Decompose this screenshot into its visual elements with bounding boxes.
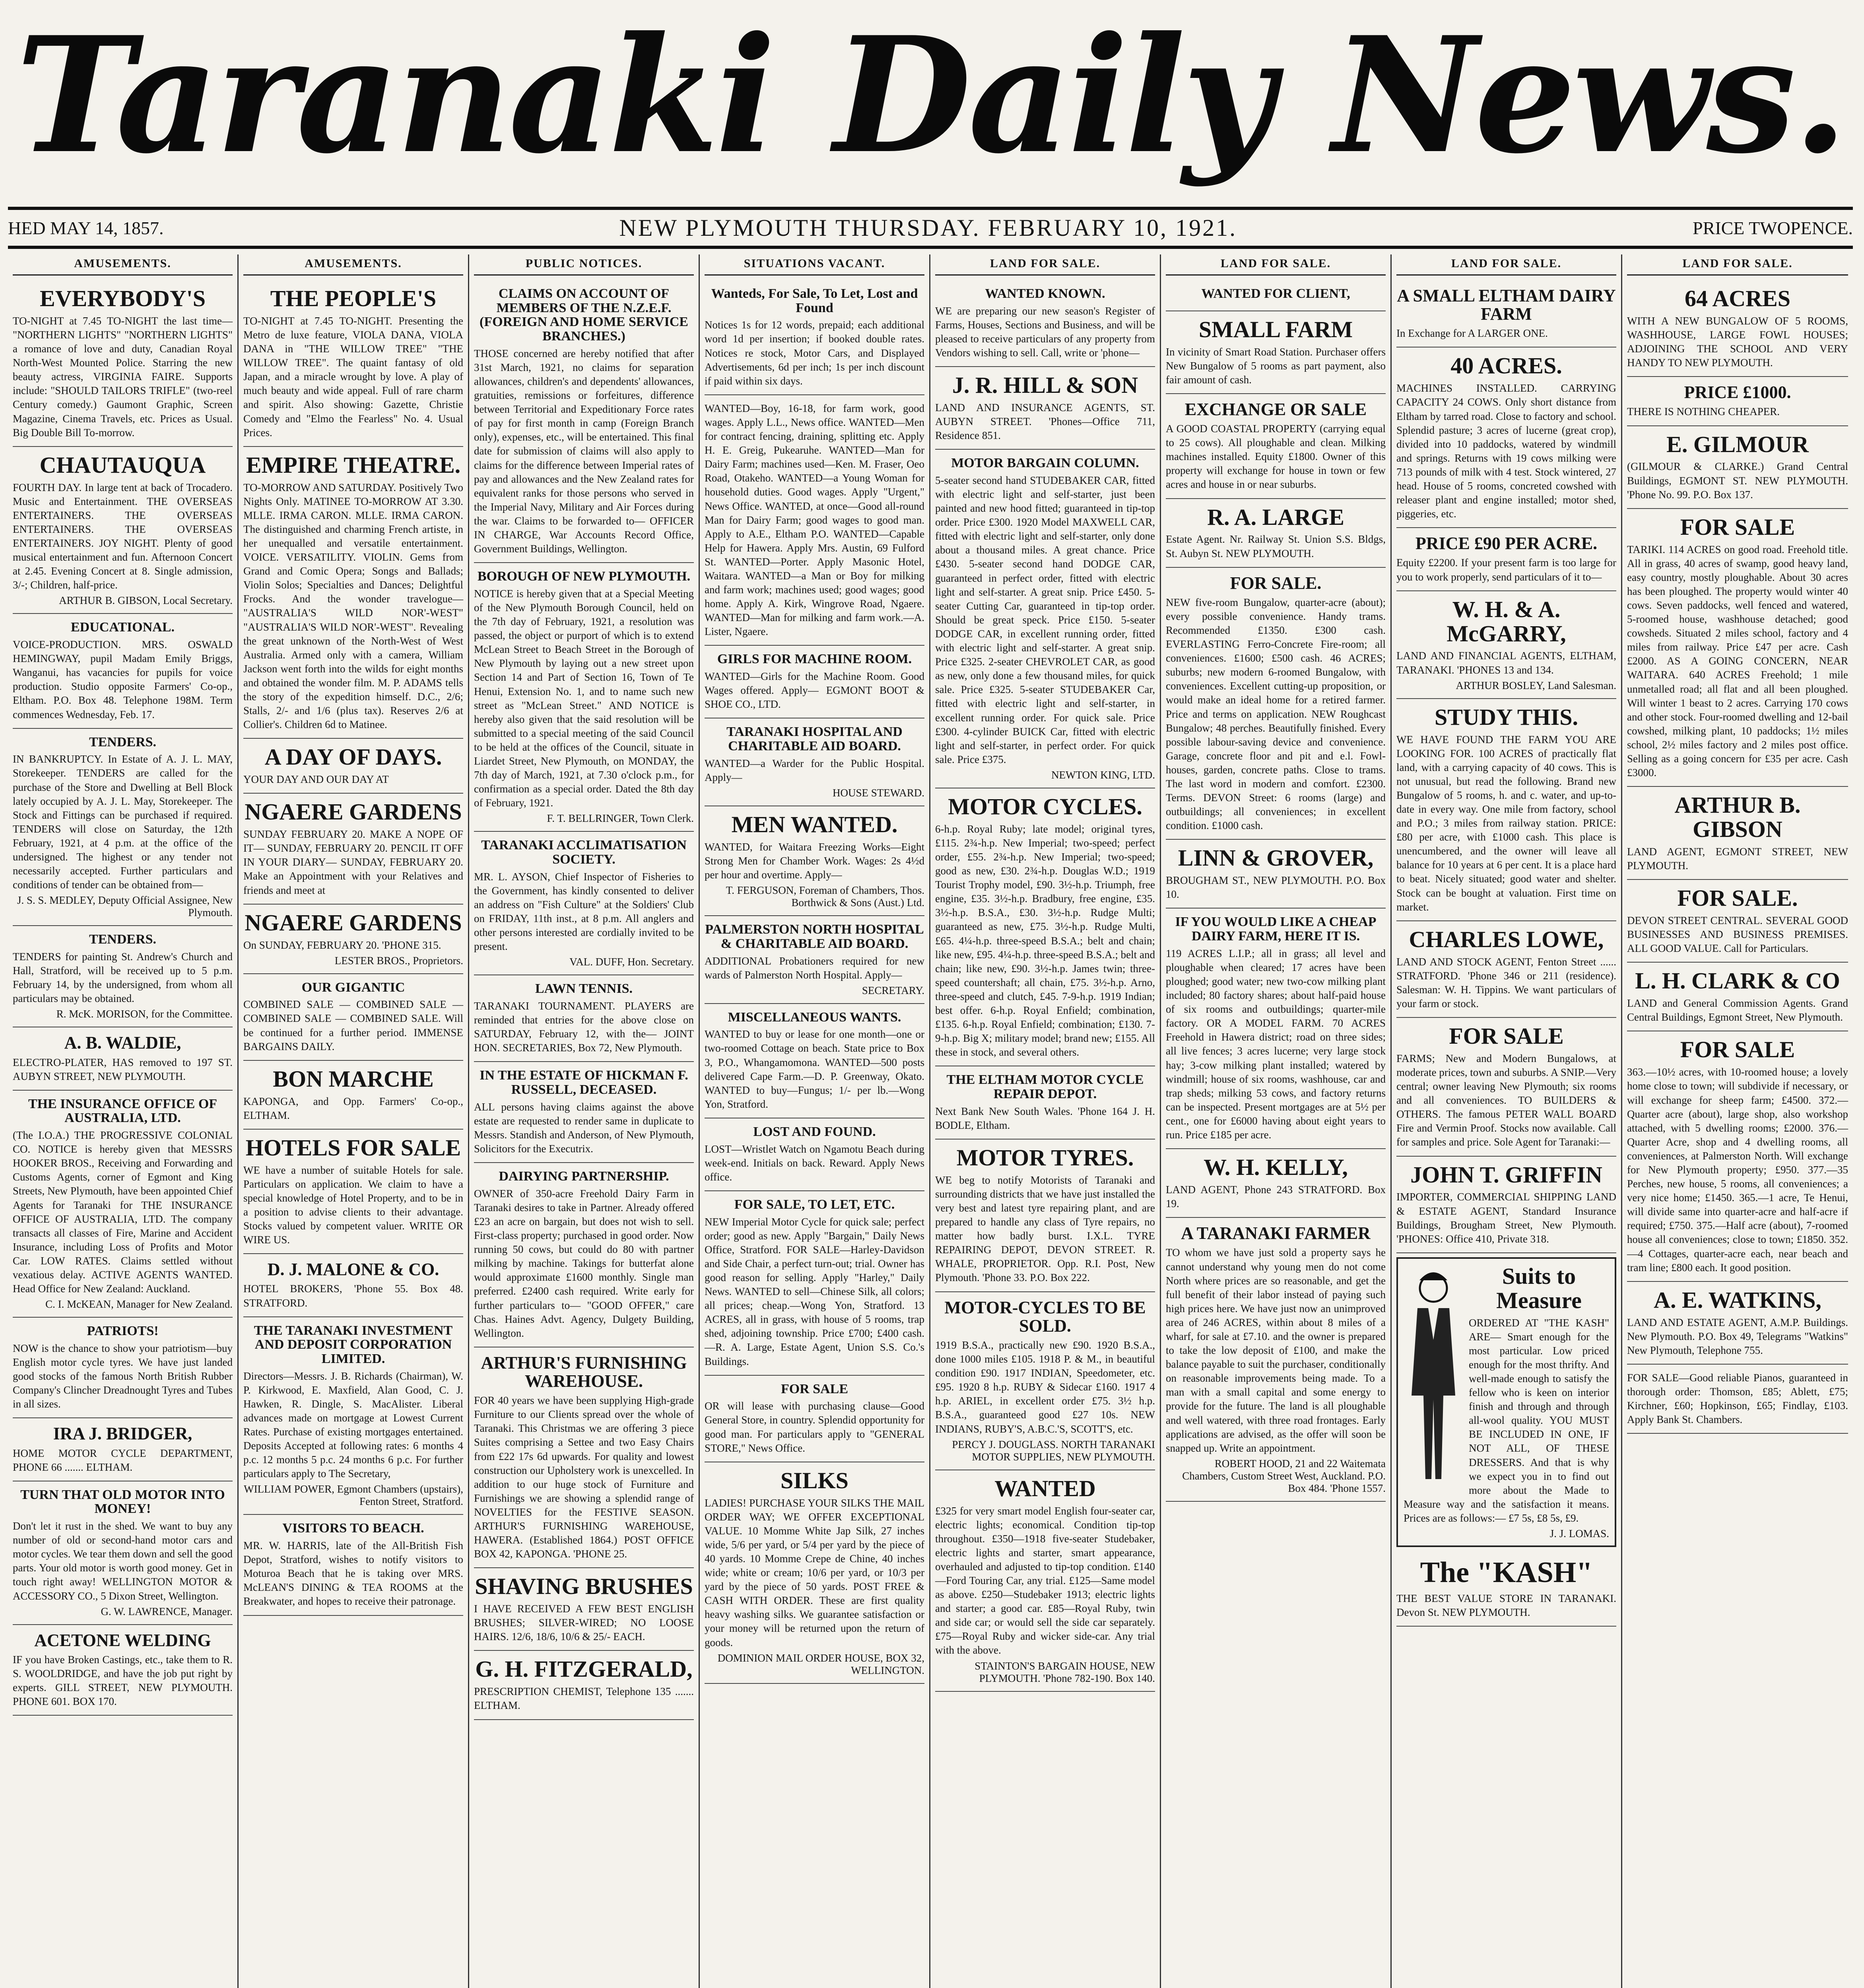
advertisement [243, 974, 463, 1061]
ad-title: EDUCATIONAL. [70, 620, 175, 635]
ad-title: A DAY OF DAYS. [264, 744, 442, 770]
ad-body: TO-NIGHT at 7.45 TO-NIGHT. Presenting the Metro de luxe feature, VIOLA DANA, VIOLA DANA in "THE WILLOW TREE" "THE WILLOW TREE". The quaint fantasy of old Japan, and a miracle wrought by love. A play of much beauty and wide appeal. Full of rare charm and spirit. Also showing: Gazette, Christie Comedy and "Elmo the Fearless" No. 4. Usual Prices. [243, 315, 463, 439]
ad-title: VISITORS TO BEACH. [282, 1521, 424, 1536]
advertisement [935, 1292, 1155, 1470]
advertisement [1627, 963, 1848, 1031]
ad-body: Next Bank New South Wales. 'Phone 164 J. H. BODLE, Eltham. [935, 1105, 1155, 1131]
masthead-word-daily: Daily [833, 2, 1272, 189]
ad-title: WANTED [994, 1475, 1096, 1501]
ad-title: MOTOR-CYCLES TO BE SOLD. [944, 1297, 1146, 1336]
advertisement [474, 280, 694, 563]
ad-signature: J. J. LOMAS. [1549, 1528, 1609, 1540]
ad-title: G. H. FITZGERALD, [475, 1656, 693, 1682]
ad-signature: G. W. LAWRENCE, Manager. [101, 1605, 233, 1617]
ad-body: TARIKI. 114 ACRES on good road. Freehold title. All in grass, 40 acres of swamp, good heavy land, easy country, mostly ploughable. About 30 acres has been ploughed. The property would winter 40 cows. Seven paddocks, well fenced and watered, 5-roomed house, washhouse detached; good cowsheds. Situated 2 miles school, factory and 4 miles from railway. Price £47 per acre. Cash £2000. AS A GOING CONCERN, NEAR WAITARA. 640 ACRES Freehold; 1 mile unmetalled road; all flat and all been ploughed. Will winter 1 beast to 2 acres. Carrying 170 cows and other stock. Four-roomed dwelling and 12-bail cowshed, milking plant, 10 paddocks; 1½ miles school, 2½ miles factory and 2 miles post office. Selling as a going concern for £35 per acre. Cash £3000. [1627, 543, 1848, 779]
advertisement [1627, 377, 1848, 426]
ad-signature: C. I. McKEAN, Manager for New Zealand. [45, 1298, 233, 1310]
ad-body: PRESCRIPTION CHEMIST, Telephone 135 ....... ELTHAM. [474, 1685, 694, 1712]
ad-title: MISCELLANEOUS WANTS. [728, 1010, 901, 1025]
column-2 [239, 254, 469, 1988]
ad-body: YOUR DAY AND OUR DAY AT [243, 773, 389, 786]
ad-title: IRA J. BRIDGER, [53, 1424, 192, 1444]
advertisement [935, 450, 1155, 788]
ad-body: A GOOD COASTAL PROPERTY (carrying equal to 25 cows). All ploughable and clean. Milking machines installed. Equity £1800. Owner of this property will exchange for house in town or few acres and house in or near suburbs. [1166, 423, 1386, 491]
ad-body: 6-h.p. Royal Ruby; late model; original tyres, £115. 2¾-h.p. New Imperial; two-speed; perfect order, £55. 2¾-h.p. New Imperial; two-speed; good as new, £30. 2¾-h.p. Douglas W.D.; 1919 Tourist Trophy model, £90. 3½-h.p. Triumph, free engine, £35. 3½-h.p. Bradbury, free engine, £35. 3½-h.p. B.S.A., £30. 3½-h.p. Rudge Multi; guaranteed as new, £75. 3½-h.p. Rudge Multi, £65. 4¼-h.p. three-speed B.S.A.; belt and chain; like new, £95. 4¼-h.p. three-speed B.S.A.; belt and chain; like new, £90. 3½-h.p. James twin; three-speed countershaft; all chain, £75. 3½-h.p. Arno, three-speed and clutch, £45. 7-9-h.p. 1919 Indian; best offer. 6-h.p. Royal Enfield; combination, £135. 6-h.p. Royal Enfield; combination; £130. 7-9-h.p. Big X; military model; brand new; £155. All these in stock, and several others. [935, 823, 1155, 1058]
ad-title: E. GILMOUR [1666, 431, 1809, 457]
column-heading: LAND FOR SALE. [935, 254, 1155, 276]
ad-body: WITH A NEW BUNGALOW OF 5 ROOMS, WASHHOUSE, LARGE FOWL HOUSES; ADJOINING THE SCHOOL AND VERY HANDY TO NEW PLYMOUTH. [1627, 315, 1848, 369]
column-heading: LAND FOR SALE. [1166, 254, 1386, 276]
ad-title: W. H. KELLY, [1204, 1154, 1348, 1180]
suited-man-illustration-icon [1404, 1264, 1463, 1487]
ad-title: FOR SALE. [1677, 885, 1798, 911]
column-3 [469, 254, 700, 1988]
ad-body: £325 for very smart model English four-seater car, electric lights; economical. Condition tip-top throughout. £350—1918 five-seater Studebaker, electric lights and starter, smart appearance, overhauled and adjusted to tip-top condition. £140—Ford Touring Car, any trial. £125—Same model as above. £250—Studebaker 1913; electric lights and starter; a good car. £85—Royal Ruby, twin and side car; or would sell the side car separately. £75—Royal Ruby and wicker side-car. Any trial with the above. [935, 1505, 1155, 1656]
advertisement [1166, 1218, 1386, 1502]
masthead-word-news: News. [1332, 2, 1845, 189]
advertisement [1396, 1257, 1616, 1547]
advertisement [705, 916, 924, 1004]
advertisement [935, 1066, 1155, 1140]
advertisement [13, 280, 233, 447]
ad-body: 363.—10½ acres, with 10-roomed house; a lovely home close to town; will subdivide if necessary, or will exchange for sheep farm; £4500. 372.—Quarter acre (about), large shop, also workshop attached, with 5 dwelling rooms; £2000. 376.—Quarter Acre, shop and 4 dwelling rooms, all conveniences, at Palmerston North. Will exchange for New Plymouth property; £950. 377.—35 Perches, new house, 5 rooms, all conveniences; a very nice home; £1450. 365.—1 acre, Te Henui, will divide same into quarter-acre and half-acre if required; £750. 375.—Half acre (about), 7-roomed house all conveniences; close to town; £1850. 352.—4 Cottages, quarter-acre each, near beach and tram line; £800 each. It good position. [1627, 1066, 1848, 1274]
ad-body: WE HAVE FOUND THE FARM YOU ARE LOOKING FOR. 100 ACRES of practically flat land, with a carrying capacity of 40 cows. This is not unusual, but read the following. Brand new Bungalow of 5 rooms, h. and c. water, and up-to-date in every way. One mile from factory, school and P.O.; 3 miles from railway station. PRICE: £80 per acre, with £1000 cash. This place is unencumbered, and the owner will leave all balance for 10 years at 6 per cent. It is a place hard to beat. Nicely situated; good water and shelter. Stock can be bought at valuation. First time on market. [1396, 733, 1616, 913]
advertisement [705, 646, 924, 718]
advertisement [474, 1163, 694, 1347]
ad-body: WANTED—Girls for the Machine Room. Good Wages offered. Apply— EGMONT BOOT & SHOE CO., LTD. [705, 670, 924, 711]
advertisement [705, 1118, 924, 1191]
advertisement [474, 975, 694, 1062]
ad-title: BON MARCHE [273, 1066, 434, 1092]
ad-body: WE have a number of suitable Hotels for sale. Particulars on application. We claim to have a special knowledge of Hotel Property, and to be in a position to advise clients to their advantage. Stocks valued by competent valuer. WRITE OR WIRE US. [243, 1164, 463, 1246]
ad-body: FOURTH DAY. In large tent at back of Trocadero. Music and Entertainment. THE OVERSEAS ENTERTAINERS. THE OVERSEAS ENTERTAINERS. THE OVERSEAS ENTERTAINERS. JOY NIGHT. Plenty of good musical entertainment and fun. Afternoon Concert at 2.45. Evening Concert at 8. Single admission, 3/-; Children, half-price. [13, 481, 233, 591]
ad-signature: T. FERGUSON, Foreman of Chambers, Thos. Borthwick & Sons (Aust.) Ltd. [726, 884, 924, 909]
ad-title: LINN & GROVER, [1178, 845, 1374, 871]
ad-body: TARANAKI TOURNAMENT. PLAYERS are reminded that entries for the above close on SATURDAY, February 12, with the— JOINT HON. SECRETARIES, Box 72, New Plymouth. [474, 1000, 694, 1054]
ad-body: On SUNDAY, FEBRUARY 20. 'PHONE 315. [243, 939, 441, 951]
ad-body: Estate Agent. Nr. Railway St. Union S.S. Bldgs, St. Aubyn St. NEW PLYMOUTH. [1166, 533, 1386, 559]
ad-title: TARANAKI HOSPITAL AND CHARITABLE AID BOARD. [726, 724, 903, 754]
ad-title: FOR SALE [1449, 1023, 1564, 1049]
advertisement [705, 395, 924, 646]
advertisement [1627, 280, 1848, 377]
ad-title: TENDERS. [89, 734, 157, 749]
ad-body: ORDERED AT "THE KASH" ARE— Smart enough for the most particular. Low priced enough for the most thrifty. And well-made enough to satisfy the fellow who is keen on interior finish and through and through all-wool quality. YOU MUST BE INCLUDED IN ONE, IF NOT ALL, OF THESE DRESSERS. And that is why we expect you in to find out more about the Made to Measure way and the satisfaction it means. Prices are as follows:— £7 5s, £8 5s, £9. [1404, 1316, 1609, 1524]
advertisement [243, 1515, 463, 1615]
ad-title: STUDY THIS. [1434, 704, 1579, 730]
ad-signature: VAL. DUFF, Hon. Secretary. [569, 956, 694, 968]
ad-body: DEVON STREET CENTRAL. SEVERAL GOOD BUSINESSES AND BUSINESS PREMISES. ALL GOOD VALUE. Call for Particulars. [1627, 914, 1848, 955]
ad-title: L. H. CLARK & CO [1635, 968, 1840, 994]
ad-signature: LESTER BROS., Proprietors. [334, 954, 463, 967]
ad-body: VOICE-PRODUCTION. MRS. OSWALD HEMINGWAY, pupil Madam Emily Briggs, Wanganui, has vacancies for pupils for voice production. Studio opposite Farmers' Co-op., Eltham. P.O. Box 48. Telephone 198M. Term commences Wednesday, Feb. 17. [13, 639, 233, 720]
ad-body: HOTEL BROKERS, 'Phone 55. Box 48. STRATFORD. [243, 1283, 463, 1309]
ad-title: CHAUTAUQUA [39, 452, 206, 478]
ad-body: IF you have Broken Castings, etc., take them to R. S. WOOLDRIDGE, and have the job put right by experts. GILL STREET, NEW PLYMOUTH. PHONE 601. BOX 170. [13, 1653, 233, 1708]
advertisement [474, 563, 694, 832]
ad-body: OR will lease with purchasing clause—Good General Store, in country. Splendid opportunity for good man. For particulars apply to "GENERAL STORE," News Office. [705, 1400, 924, 1454]
ad-body: LAND AGENT, EGMONT STREET, NEW PLYMOUTH. [1627, 845, 1848, 872]
ad-signature: ARTHUR BOSLEY, Land Salesman. [1456, 679, 1616, 691]
ad-body: WANTED to buy or lease for one month—one or two-roomed Cottage on beach. State price to Box 3, P.O., Whangamomona. WANTED—500 posts delivered Cape Farm.—D. P. Greenway, Okato. WANTED to buy—Fungus; 1/- per lb.—Wong Yon, Stratford. [705, 1028, 924, 1110]
advertisement [1627, 426, 1848, 509]
ad-title: HOTELS FOR SALE [245, 1134, 461, 1161]
ad-body: NOW is the chance to show your patriotism—buy English motor cycle tyres. We have just landed good stocks of the famous North British Rubber Company's Clincher Dreadnought Tyres and Tubes in all sizes. [13, 1342, 233, 1410]
ad-body: MR. L. AYSON, Chief Inspector of Fisheries to the Government, has kindly consented to deliver an address on "Fish Culture" at the Soldiers' Club on FRIDAY, 11th inst., at 8 p.m. All anglers and other persons interested are cordially invited to be present. [474, 870, 694, 953]
ad-title: JOHN T. GRIFFIN [1410, 1161, 1602, 1188]
ad-title: Wanteds, For Sale, To Let, Lost and Found [711, 286, 918, 315]
ad-body: FARMS; New and Modern Bungalows, at moderate prices, town and suburbs. A SNIP.—Very central; owner leaving New Plymouth; six rooms and all conveniences. TO BUILDERS & OTHERS. The famous PETER WALL BOARD Fire and Vermin Proof. Stocks now available. Call for samples and price. Sole Agent for Taranaki:— [1396, 1052, 1616, 1148]
ad-title: The "KASH" [1420, 1556, 1593, 1589]
column-heading: LAND FOR SALE. [1396, 254, 1616, 276]
ad-body: In Exchange for A LARGER ONE. [1396, 327, 1548, 340]
advertisement [1396, 699, 1616, 921]
ad-title: LOST AND FOUND. [753, 1124, 876, 1139]
ad-title: SILKS [781, 1467, 849, 1493]
ad-signature: NEWTON KING, LTD. [1051, 769, 1155, 781]
ad-title: EXCHANGE OR SALE [1184, 399, 1367, 419]
advertisement [935, 788, 1155, 1066]
ad-body: LAND AGENT, Phone 243 STRATFORD. Box 19. [1166, 1184, 1386, 1210]
ad-title: THE PEOPLE'S [270, 285, 437, 311]
advertisement [474, 1062, 694, 1163]
advertisement [705, 1004, 924, 1118]
ad-body: 1919 B.S.A., practically new £90. 1920 B.S.A., done 1000 miles £105. 1918 P. & M., in beautiful condition £90. 1917 INDIAN, Speedometer, etc. £95. 1920 8 h.p. RUBY & Sidecar £160. 1917 4 h.p. ARIEL, in excellent order £75. 3½ h.p. B.S.A., guaranteed good £27 10s. NEW INDIANS, RUBY'S, A.B.C.'S, SCOTT'S, etc. [935, 1339, 1155, 1435]
ad-title: PRICE £1000. [1684, 382, 1791, 402]
ad-title: EVERYBODY'S [40, 285, 206, 311]
ad-body: WE beg to notify Motorists of Taranaki and surrounding districts that we have just installed the very best and latest tyre repairing plant, and are prepared to handle any class of Tyre repairs, no matter how badly burst. I.X.L. TYRE REPAIRING DEPOT, DEVON STREET. R. WHALE, PROPRIETOR. Opp. R.I. Post, New Plymouth. 'Phone 33. P.O. Box 222. [935, 1174, 1155, 1284]
advertisement [13, 1091, 233, 1318]
ad-title: MOTOR CYCLES. [948, 793, 1142, 819]
ad-signature: R. McK. MORISON, for the Committee. [56, 1008, 233, 1020]
dateline-price: PRICE TWOPENCE. [1693, 217, 1853, 238]
advertisement [1166, 840, 1386, 909]
advertisement [13, 1481, 233, 1625]
ad-body: KAPONGA, and Opp. Farmers' Co-op., ELTHAM. [243, 1095, 463, 1121]
ad-title: TARANAKI ACCLIMATISATION SOCIETY. [481, 838, 687, 867]
ad-title: PALMERSTON NORTH HOSPITAL & CHARITABLE AID BOARD. [705, 922, 924, 951]
ad-body: MACHINES INSTALLED. CARRYING CAPACITY 24 COWS. Only short distance from Eltham by tarred road. Close to factory and school. Splendid pasture; 3 acres of lucerne (great crop), divided into 10 paddocks, watered by windmill and springs. Returns with 19 cows milking were 713 pounds of milk with 4 test. Stock wintered, 27 head. House of 5 rooms, concreted cowshed with releaser plant and engine installed; motor shed, piggeries, etc. [1396, 382, 1616, 520]
ad-title: NGAERE GARDENS [245, 909, 462, 936]
advertisement [1166, 394, 1386, 499]
advertisement [1166, 568, 1386, 840]
advertisement [13, 614, 233, 728]
ad-title: MEN WANTED. [731, 811, 898, 837]
ad-body: TENDERS for painting St. Andrew's Church and Hall, Stratford, will be received up to 5 p.m. February 14, by the undersigned, from whom all particulars may be obtained. [13, 950, 233, 1005]
advertisement [935, 1470, 1155, 1692]
advertisement [1396, 1157, 1616, 1253]
column-heading: PUBLIC NOTICES. [474, 254, 694, 276]
ad-title: ARTHUR B. GIBSON [1674, 792, 1801, 843]
advertisement [474, 1568, 694, 1651]
dateline-established: HED MAY 14, 1857. [8, 217, 164, 238]
advertisement [705, 806, 924, 916]
ad-body: TO-MORROW AND SATURDAY. Positively Two Nights Only. MATINEE TO-MORROW AT 3.30. MLLE. IRMA CARON. MLLE. IRMA CARON. The distinguished and charming French artiste, in her unequalled and versatile entertainment. VOICE. VERSATILITY. VIOLIN. Gems from Grand and Comic Opera; Songs and Ballads; Violin Solos; Specialties and Dances; Delightful Frocks. And the wonder travelogue— "AUSTRALIA'S WILD NOR'-WEST" "AUSTRALIA'S WILD NOR'-WEST". Revealing the great unknown of the North-West of West Australia. Armed only with a camera, William Jackson went forth into the wilds for eight months and obtained the wonder film. M. P. ADAMS tells the story of the expedition himself. D.C., 2/6; Stalls, 2/- and 1/6 (plus tax). Reserves 2/6 at Collier's. Children 6d to Matinee. [243, 481, 463, 731]
ad-title: SMALL FARM [1198, 316, 1353, 342]
advertisement [705, 1462, 924, 1684]
ad-title: FOR SALE [781, 1381, 849, 1396]
ad-title: NGAERE GARDENS [245, 799, 462, 825]
ad-title: D. J. MALONE & CO. [267, 1260, 439, 1279]
ad-body: Notices 1s for 12 words, prepaid; each additional word 1d per insertion; if booked double rates. Notices re stock, Motor Cars, and Displayed Advertisements, 6d per inch; 1s per inch discount if paid within six days. [705, 319, 924, 387]
column-7 [1392, 254, 1622, 1988]
column-1 [8, 254, 239, 1988]
ad-body: TO-NIGHT at 7.45 TO-NIGHT the last time— "NORTHERN LIGHTS" "NORTHERN LIGHTS" a romance of love and duty, Canadian Royal North-West Mounted Police. Starring the new beauty actress, VIRGINIA FAIRE. Supports include: "SHOULD TAILORS TRIFLE" (two-reel Century comedy.) Gaumont Graphic, Screen Magazine, Cinema Travels, etc. Prices as Usual. Big Double Bill To-morrow. [13, 315, 233, 439]
ad-body: IMPORTER, COMMERCIAL SHIPPING LAND & ESTATE AGENT, Standard Insurance Buildings, Brougham Street, New Plymouth. 'PHONES: Office 410, Private 318. [1396, 1191, 1616, 1245]
ad-body: SUNDAY FEBRUARY 20. MAKE A NOPE OF IT— SUNDAY, FEBRUARY 20. PENCIL IT OFF IN YOUR DIARY— SUNDAY, FEBRUARY 20. Make an Appointment with your Relatives and friends and meet at [243, 828, 463, 896]
ad-body: HOME MOTOR CYCLE DEPARTMENT, PHONE 66 ....... ELTHAM. [13, 1447, 233, 1473]
advertisement [474, 1651, 694, 1720]
ad-title: FOR SALE [1680, 514, 1795, 540]
ad-title: FOR SALE. [1230, 573, 1322, 593]
ad-body: NEW five-room Bungalow, quarter-acre (about); every possible convenience. Handy trams. Recommended £1350. £300 cash. EVERLASTING Ferro-Concrete Fire-room; all conveniences. £1600; £500 cash. 46 ACRES; suburbs; new modern 6-roomed Bungalow, with conveniences. Excellent cutting-up proposition, or would make an ideal home for a retired farmer. Price and terms on application. NEW Roughcast Bungalow; 48 perches. Beautifully finished. Every possible labour-saving device and convenience. Garage, concrete floor and pit and e.l. Fowl-houses, garden, concrete paths. Close to trams. The last word in modern and comfort. £2300. Terms. DEVON Street: 6 rooms (large) and outbuildings; all conveniences; in excellent condition. £1000 cash. [1166, 596, 1386, 832]
ad-title: R. A. LARGE [1207, 504, 1344, 530]
masthead-word-taranaki: Taranaki [16, 2, 773, 189]
ad-body: FOR SALE—Good reliable Pianos, guaranteed in thorough order: Thomson, £85; Ablett, £75; Kirchner, £60; Hopkinson, £65; Findlay, £103. Apply Bank St. Chambers. [1627, 1371, 1848, 1426]
advertisement [935, 280, 1155, 367]
advertisement [1396, 591, 1616, 699]
advertisement [13, 1418, 233, 1481]
advertisement [13, 1318, 233, 1418]
column-6 [1161, 254, 1392, 1988]
ad-title: THE INSURANCE OFFICE OF AUSTRALIA, LTD. [28, 1096, 217, 1126]
ad-title: 40 ACRES. [1450, 353, 1562, 379]
ad-title: W. H. & A. McGARRY, [1447, 596, 1566, 646]
column-5 [930, 254, 1161, 1988]
ad-body: LAND AND INSURANCE AGENTS, ST. AUBYN STREET. 'Phones—Office 711, Residence 851. [935, 401, 1155, 442]
column-heading: SITUATIONS VACANT. [705, 254, 924, 276]
advertisement [243, 1130, 463, 1254]
ad-body: ELECTRO-PLATER, HAS removed to 197 ST. AUBYN STREET, NEW PLYMOUTH. [13, 1056, 233, 1082]
ad-title: GIRLS FOR MACHINE ROOM. [717, 652, 912, 667]
ad-body: NEW Imperial Motor Cycle for quick sale; perfect order; good as new. Apply "Bargain," Daily News Office, Stratford. FOR SALE—Harley-Davidson and Side Chair, a perfect turn-out; trial. Owner has good reason for selling. Apply "Harley," Daily News. WANTED to sell—Chinese Silk, all colors; all prices; cheap.—Wong Yon, Stratford. 13 ACRES, all in grass, with house of 5 rooms, trap shed, adjoining township. Price £700; £400 cash.—R. A. Large, Estate Agent, Union S.S. Co.'s Buildings. [705, 1215, 924, 1367]
ad-body: 119 ACRES L.I.P.; all in grass; all level and ploughable when cleared; 17 acres have been ploughed; good water; new two-cow milking plant included; 80 factory shares; about half-paid house of six rooms and outbuildings; quarter-mile factory. OR A MODEL FARM. 70 ACRES Freehold in Hawera district; road on three sides; all live fences; 3 acres lucerne; very large stock hay; 3-cow milking plant installed; watered by windmill; house of six rooms, washhouse, car and trap sheds; milking 53 cows, and factory returns can be inspected. Present mortgages are at 5½ per cent., one for £6000 having about eight years to run. Price £185 per acre. [1166, 947, 1386, 1141]
ad-body: In vicinity of Smart Road Station. Purchaser offers New Bungalow of 5 rooms as part payment, also fair amount of cash. [1166, 346, 1386, 386]
ad-body: COMBINED SALE — COMBINED SALE — COMBINED SALE — COMBINED SALE. Will be continued for a further period. IMMENSE BARGAINS DAILY. [243, 998, 463, 1052]
advertisement [243, 739, 463, 794]
ad-body: MR. W. HARRIS, late of the All-British Fish Depot, Stratford, wishes to notify visitors to Moturoa Beach that he is taking over MRS. McLEAN'S DINING & TEA ROOMS at the Breakwater, and hopes to receive their patronage. [243, 1540, 463, 1607]
advertisement [1627, 1365, 1848, 1434]
advertisement [243, 1061, 463, 1130]
advertisement [243, 1254, 463, 1317]
ad-signature: ARTHUR B. GIBSON, Local Secretary. [59, 594, 233, 607]
dateline [8, 207, 1853, 249]
ad-body: WE are preparing our new season's Register of Farms, Houses, Sections and Business, and will be pleased to receive particulars of any property from Vendors wishing to sell. Call, write or 'phone— [935, 305, 1155, 359]
ad-body: THOSE concerned are hereby notified that after 31st March, 1921, no claims for separation allowances, children's and dependents' allowances, gratuities, remissions or forfeitures, difference between Territorial and Expeditionary Force rates of pay for first month in camp (Foreign Branch only), expenses, etc., will be entertained. This final date for submission of claims will also apply to claims for the difference between Imperial rates of pay and allowances and the New Zealand rates for equivalent ranks for those persons who served in the Imperial Navy, Military and Air Forces during the war. Claims to be forwarded to— OFFICER IN CHARGE, War Accounts Record Office, Government Buildings, Wellington. [474, 347, 694, 555]
advertisement [705, 718, 924, 806]
advertisement [243, 1317, 463, 1515]
advertisement [1396, 280, 1616, 348]
ad-body: 5-seater second hand STUDEBAKER CAR, fitted with electric light and self-starter, just been painted and new hood fitted; guaranteed in tip-top order. Price £300. 1920 Model MAXWELL CAR, fitted with electric light and self-starter, only done about a thousand miles. A great chance. Price £430. 5-seater second hand DODGE CAR, guaranteed in perfect order, fitted with electric light and self-starter. A great snip. Price £450. 5-seater Cutting Car, guaranteed in tip-top order. Should be great speck. Price £150. 5-seater DODGE CAR, in excellent running order, fitted with electric light and self-starter. A great snip. Price £325. 2-seater CHEVROLET CAR, as good as new, only done a few thousand miles, for quick sale. Price £325. 5-seater STUDEBAKER Car, fitted with electric light and self-starter, in excellent running order. For quick sale. Price £300. 4-cylinder BUICK Car, fitted with electric light and self-starter, in perfect order. For quick sale. Price £375. [935, 474, 1155, 765]
ad-title: A SMALL ELTHAM DAIRY FARM [1397, 286, 1616, 324]
advertisement [13, 447, 233, 614]
ad-title: IF YOU WOULD LIKE A CHEAP DAIRY FARM, HERE IT IS. [1175, 914, 1377, 944]
advertisement [1396, 921, 1616, 1018]
ad-body: (GILMOUR & CLARKE.) Grand Central Buildings, EGMONT ST. NEW PLYMOUTH. 'Phone No. 99. P.O. Box 137. [1627, 460, 1848, 501]
ad-body: THERE IS NOTHING CHEAPER. [1627, 406, 1780, 418]
ad-title: PATRIOTS! [87, 1324, 159, 1339]
ad-signature: J. S. S. MEDLEY, Deputy Official Assignee, New Plymouth. [17, 894, 233, 919]
ad-title: THE TARANAKI INVESTMENT AND DEPOSIT CORPORATION LIMITED. [254, 1323, 453, 1366]
ad-body: Directors—Messrs. J. B. Richards (Chairman), W. P. Kirkwood, E. Maxfield, Alan Good, C. J. Hawken, R. Dingle, S. MacAlister. Liberal advances made on mortgage at Lowest Current Rates. Purchase of existing mortgages entertained. Deposits Accepted at following rates: 6 months 4 p.c. 12 months 5 p.c. 24 months 6 p.c. For further particulars apply to The Secretary, [243, 1370, 463, 1480]
advertisement [1396, 1551, 1616, 1627]
ad-body: LAND AND FINANCIAL AGENTS, ELTHAM, TARANAKI. 'PHONES 13 and 134. [1396, 650, 1616, 676]
ad-title: MOTOR TYRES. [956, 1144, 1134, 1171]
advertisement [1627, 880, 1848, 963]
ad-title: A. E. WATKINS, [1654, 1287, 1821, 1313]
ad-title: Suits to Measure [1496, 1263, 1582, 1313]
ad-body: ADDITIONAL Probationers required for new wards of Palmerston North Hospital. Apply— [705, 955, 924, 981]
ad-signature: DOMINION MAIL ORDER HOUSE, BOX 32, WELLINGTON. [717, 1652, 924, 1676]
advertisement [1166, 499, 1386, 568]
ad-body: FOR 40 years we have been supplying High-grade Furniture to our Clients spread over the whole of Taranaki. This Christmas we are offering 3 piece Suites comprising a Settee and two Easy Chairs from £22 17s 6d upwards. For quality and lowest construction our Upholstery work is unexcelled. In addition to our huge stock of Furniture and Furnishings we are showing a splendid range of NOVELTIES for the FESTIVE SEASON. ARTHUR'S FURNISHING WAREHOUSE, HAWERA. (Established 1864.) POST OFFICE BOX 42, KAPONGA. 'PHONE 25. [474, 1394, 694, 1560]
ad-body: LAND and General Commission Agents. Grand Central Buildings, Egmont Street, New Plymouth. [1627, 997, 1848, 1023]
ad-body: THE BEST VALUE STORE IN TARANAKI. Devon St. NEW PLYMOUTH. [1396, 1592, 1616, 1618]
advertisement [1627, 787, 1848, 880]
ad-title: 64 ACRES [1685, 285, 1790, 311]
ad-body: BROUGHAM ST., NEW PLYMOUTH. P.O. Box 10. [1166, 874, 1386, 901]
advertisement [13, 1625, 233, 1716]
ad-signature: ROBERT HOOD, 21 and 22 Waitemata Chambers, Custom Street West, Auckland. P.O. Box 484. 'Phone 1557. [1182, 1457, 1386, 1494]
advertisement [1627, 1031, 1848, 1281]
ad-signature: STAINTON'S BARGAIN HOUSE, NEW PLYMOUTH. 'Phone 782-190. Box 140. [975, 1660, 1155, 1684]
advertisement [13, 926, 233, 1027]
advertisement [13, 729, 233, 926]
ad-title: FOR SALE [1680, 1037, 1795, 1063]
ad-body: (The I.O.A.) THE PROGRESSIVE COLONIAL CO. NOTICE is hereby given that MESSRS HOOKER BROS., Receiving and Forwarding and Customs Agents, corner of Egmont and King Streets, New Plymouth, have been appointed Chief Agents for Taranaki for THE INSURANCE OFFICE OF AUSTRALIA, LTD. The company transacts all classes of Fire, Marine and Accident Insurance, including Loss of Profits and Motor Car. LOW RATES. Claims settled without vexatious delay. ACTIVE AGENTS WANTED. Head Office for New Zealand: Auckland. [13, 1129, 233, 1295]
ad-title: OUR GIGANTIC [301, 980, 405, 995]
column-heading: LAND FOR SALE. [1627, 254, 1848, 276]
advertisement [935, 367, 1155, 450]
ad-body: Don't let it rust in the shed. We want to buy any number of old or second-hand motor cars and motor cycles. We tear them down and sell the good parts. Your old motor is worth good money. Get in touch right away! WELLINGTON MOTOR & ACCESSORY CO., 5 Dixon Street, Wellington. [13, 1520, 233, 1602]
ad-body: IN BANKRUPTCY. In Estate of A. J. L. MAY, Storekeeper. TENDERS are called for the purchase of the Store and Dwelling at Bell Block lately occupied by A. J. L. May, Storekeeper. The Stock and Fittings can be purchased if required. TENDERS will close on Saturday, the 12th February, 1921, at 4 p.m. at the office of the undersigned. The highest or any tender not necessarily accepted. Further particulars and conditions of tender can be obtained from— [13, 753, 233, 891]
ad-signature: WILLIAM POWER, Egmont Chambers (upstairs), Fenton Street, Stratford. [244, 1483, 463, 1508]
advertisement [1166, 909, 1386, 1149]
advertisement [243, 794, 463, 904]
ad-body: TO whom we have just sold a property says he cannot understand why young men do not come North where prices are so reasonable, and get the full benefit of their labor instead of paying such high prices here. We have just now an unimproved area of 246 ACRES, within about 8 miles of a wharf, for sale at £7.10. and the owner is prepared to take the low deposit of £100, and make the balance payable to suit the purchaser, conditionally on reasonable improvements being made. To a man with a small capital and some energy to provide for the future. The land is all ploughable and well watered, with three road frontages. Early applications are advised, as the offer will soon be snapped up. Write an appointment. [1166, 1246, 1386, 1454]
ad-title: CHARLES LOWE, [1409, 926, 1604, 952]
ad-title: THE ELTHAM MOTOR CYCLE REPAIR DEPOT. [946, 1072, 1144, 1102]
advertisement [1166, 280, 1386, 311]
ad-title: MOTOR BARGAIN COLUMN. [951, 456, 1139, 471]
ad-title: A. B. WALDIE, [64, 1033, 181, 1053]
advertisement [474, 832, 694, 975]
column-heading: AMUSEMENTS. [13, 254, 233, 276]
ad-title: TENDERS. [89, 932, 157, 947]
ad-title: DAIRYING PARTNERSHIP. [499, 1169, 669, 1184]
advertisement [935, 1140, 1155, 1292]
ad-body: WANTED, for Waitara Freezing Works—Eight Strong Men for Chamber Work. Wages: 2s 4½d per hour and overtime. Apply— [705, 841, 924, 881]
advertisement [13, 1027, 233, 1090]
ad-title: SHAVING BRUSHES [475, 1573, 693, 1600]
ad-title: TURN THAT OLD MOTOR INTO MONEY! [20, 1487, 225, 1516]
advertisement [1396, 1018, 1616, 1157]
advertisement [1166, 1149, 1386, 1218]
ad-signature: F. T. BELLRINGER, Town Clerk. [547, 812, 694, 825]
advertisement [705, 1376, 924, 1462]
column-8 [1622, 254, 1853, 1988]
ad-title: FOR SALE, TO LET, ETC. [734, 1197, 895, 1212]
advertisement [474, 1347, 694, 1569]
ad-body: I HAVE RECEIVED A FEW BEST ENGLISH BRUSHES; SILVER-WIRED; NO LOOSE HAIRS. 12/6, 18/6, 10/6 & 25/- EACH. [474, 1603, 694, 1643]
advertisement [1396, 348, 1616, 528]
ad-title: WANTED KNOWN. [985, 286, 1105, 301]
column-4 [700, 254, 930, 1988]
dateline-date: NEW PLYMOUTH THURSDAY. FEBRUARY 10, 1921. [619, 214, 1237, 241]
ad-title: PRICE £90 PER ACRE. [1415, 534, 1598, 553]
ad-title: ACETONE WELDING [34, 1630, 211, 1650]
advertisement [243, 280, 463, 447]
ad-title: CLAIMS ON ACCOUNT OF MEMBERS OF THE N.Z.E.F. (FOREIGN AND HOME SERVICE BRANCHES.) [480, 286, 688, 344]
ad-title: ARTHUR'S FURNISHING WAREHOUSE. [481, 1353, 687, 1391]
masthead [16, 2, 1845, 189]
advertisement [705, 280, 924, 395]
ad-body: LADIES! PURCHASE YOUR SILKS THE MAIL ORDER WAY; WE OFFER EXCEPTIONAL VALUE. 10 Momme White Jap Silk, 27 inches wide, 5/6 per yard, or 5/4 per yard by the piece of 40 yards. 10 Momme Crepe de Chine, 40 inches wide; white or cream; 10/6 per yard, or 10/3 per yard by the piece of 50 yards. POST FREE & CASH WITH ORDER. These are first quality heavy washing silks. We guarantee satisfaction or your money will be returned upon the return of goods. [705, 1497, 924, 1648]
ad-body: LOST—Wristlet Watch on Ngamotu Beach during week-end. Initials on back. Reward. Apply News office. [705, 1143, 924, 1183]
ad-body: Equity £2200. If your present farm is too large for you to work properly, send particulars of it to— [1396, 557, 1616, 583]
column-heading: AMUSEMENTS. [243, 254, 463, 276]
ad-title: WANTED FOR CLIENT, [1201, 286, 1350, 301]
ad-body: ALL persons having claims against the above estate are requested to render same in duplicate to Messrs. Standish and Anderson, of New Plymouth, Solicitors for the Executrix. [474, 1101, 694, 1155]
advertisement [243, 447, 463, 739]
ad-body: NOTICE is hereby given that at a Special Meeting of the New Plymouth Borough Council, held on the 7th day of February, 1921, a resolution was passed, the object or purport of which is to extend McLean Street to Beach Street in the Borough of New Plymouth by laying out a new street upon Section 14 and Part of Section 16, Town of Te Henui, Extension No. 1, and to name such new street as "McLean Street." AND NOTICE is hereby also given that the said resolution will be submitted to a special meeting of the said Council to be held at the offices of the Council, situate in Liardet Street, New Plymouth, on MONDAY, the 7th day of March, 1921, at 7.30 o'clock p.m., for confirmation as a special order. Dated the 8th day of February, 1921. [474, 587, 694, 809]
ad-signature: HOUSE STEWARD. [832, 786, 924, 799]
advertisement [1166, 311, 1386, 394]
advertisement [243, 905, 463, 974]
ad-body: WANTED—Boy, 16-18, for farm work, good wages. Apply L.L., News office. WANTED—Men for contract fencing, draining, splitting etc. Apply H. E. Greig, Pukearuhe. WANTED—Man for Dairy Farm; machines used—Ken. M. Fraser, Oeo Road, Otakeho. WANTED—a Young Woman for household duties. Good wages. Apply "Urgent," News Office. WANTED, at once—Good all-round Man for Dairy Farm; good wages to good man. Apply to A.E., Eltham P.O. WANTED—Capable Help for Hawera. Apply Mrs. Austin, 69 Fulford St. WANTED—Porter. Apply Masonic Hotel, Waitara. WANTED—a Man or Boy for milking and farm work; machines used; good wages; good home. Apply A. Kirk, Wingrove Road, Ngaere. WANTED—Man for milking and farm work.—A. Lister, Ngaere. [705, 402, 924, 638]
ad-title: LAWN TENNIS. [535, 981, 633, 996]
ad-title: BOROUGH OF NEW PLYMOUTH. [477, 569, 691, 584]
ad-body: OWNER of 350-acre Freehold Dairy Farm in Taranaki desires to take in Partner. Already offered £23 an acre on bargain, but does not wish to sell. First-class property; purchased in good order. Now running 50 cows, but could do 80 with partner milking by machine. Takings for butterfat alone would approximate £1600 monthly. Single man preferred. £2400 cash required. Write early for further particulars to— "GOOD OFFER," care Chas. Haines Advt. Agency, Dulgety Building, Wellington. [474, 1187, 694, 1339]
ad-title: A TARANAKI FARMER [1181, 1223, 1371, 1243]
advertisement [1396, 528, 1616, 591]
ad-title: IN THE ESTATE OF HICKMAN F. RUSSELL, DECEASED. [480, 1068, 688, 1097]
ad-body: LAND AND STOCK AGENT, Fenton Street ...... STRATFORD. 'Phone 346 or 211 (residence). Salesman: W. H. Tippins. We want particulars of your farm or stock. [1396, 955, 1616, 1010]
advertisement [1627, 509, 1848, 787]
ad-title: J. R. HILL & SON [952, 372, 1138, 398]
ad-signature: SECRETARY. [862, 984, 924, 996]
advertisement [705, 1191, 924, 1376]
ad-body: WANTED—a Warder for the Public Hospital. Apply— [705, 757, 924, 783]
ad-title: EMPIRE THEATRE. [246, 452, 461, 478]
advertisement [1627, 1282, 1848, 1365]
ad-signature: PERCY J. DOUGLASS. NORTH TARANAKI MOTOR SUPPLIES, NEW PLYMOUTH. [952, 1438, 1155, 1463]
ad-body: LAND AND ESTATE AGENT, A.M.P. Buildings. New Plymouth. P.O. Box 49, Telegrams "Watkins" New Plymouth, Telephone 755. [1627, 1316, 1848, 1356]
